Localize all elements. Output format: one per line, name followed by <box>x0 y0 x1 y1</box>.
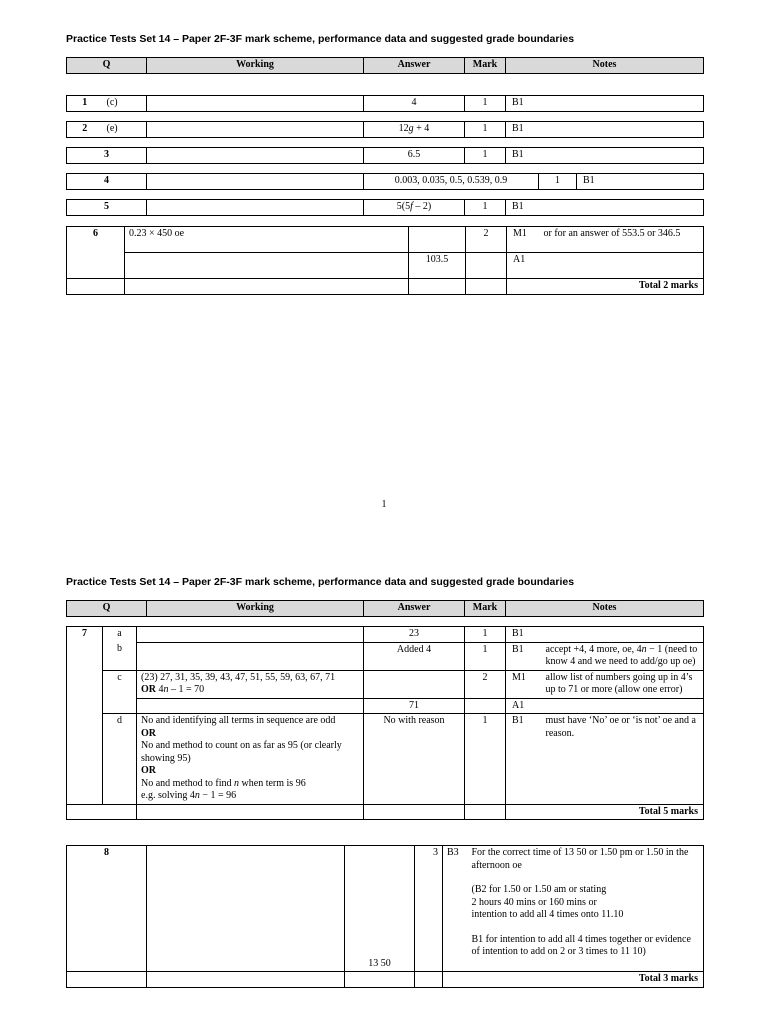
page-title: Practice Tests Set 14 – Paper 2F-3F mark scheme, performance data and suggested grade boundaries <box>66 576 575 588</box>
mark-cell: 1 <box>465 714 506 805</box>
notes-cell: B1 <box>506 200 704 216</box>
question-number: 1 <box>67 96 103 112</box>
notes-cell: B1 <box>506 148 704 164</box>
notes-code: B3 <box>443 846 470 972</box>
mark-cell <box>465 698 506 714</box>
notes-cell <box>470 846 704 972</box>
question-number: 6 <box>67 227 125 279</box>
notes-code: M1 <box>507 227 540 253</box>
answer-cell: 4 <box>364 96 465 112</box>
question-part: (e) <box>103 122 147 138</box>
mark-cell: 1 <box>465 627 506 643</box>
answer-cell: 12g + 4 <box>364 122 465 138</box>
empty-cell <box>67 972 147 988</box>
question-4-table <box>66 173 704 190</box>
table-row <box>67 200 704 216</box>
notes-cell: B1 <box>577 174 704 190</box>
table-row <box>67 174 704 190</box>
working-cell <box>147 174 364 190</box>
header-table <box>66 57 704 74</box>
mark-cell: 1 <box>465 96 506 112</box>
notes-code: B1 <box>506 642 542 670</box>
mark-cell: 1 <box>465 200 506 216</box>
table-row <box>67 227 704 253</box>
question-number: 8 <box>67 846 147 972</box>
question-number: 7 <box>67 627 103 643</box>
q-header: Q <box>67 601 147 617</box>
total-marks: Total 5 marks <box>506 804 704 820</box>
table-row <box>67 670 704 698</box>
question-number: 2 <box>67 122 103 138</box>
mark-header: Mark <box>465 58 506 74</box>
answer-cell: 5(5f – 2) <box>364 200 465 216</box>
question-part: b <box>103 642 137 670</box>
page-title: Practice Tests Set 14 – Paper 2F-3F mark scheme, performance data and suggested grade boundaries <box>66 33 575 45</box>
working-cell <box>147 122 364 138</box>
mark-cell: 1 <box>465 148 506 164</box>
empty-cell <box>415 972 443 988</box>
table-row <box>67 253 704 279</box>
empty-cell <box>67 804 137 820</box>
working-cell <box>125 253 409 279</box>
note-line: 2 hours 40 mins or 160 mins or <box>471 896 597 908</box>
question-2-table <box>66 121 704 138</box>
notes-cell <box>540 253 704 279</box>
working-cell <box>147 148 364 164</box>
notes-code: A1 <box>506 698 542 714</box>
question-6-table <box>66 226 704 295</box>
note-line: intention to add all 4 times onto 11.10 <box>471 909 624 920</box>
answer-header: Answer <box>364 601 465 617</box>
notes-cell: accept +4, 4 more, oe, 4n − 1 (need to know 4 and we need to add/go up oe) <box>542 642 704 670</box>
notes-header: Notes <box>506 601 704 617</box>
notes-cell: allow list of numbers going up in 4’s up to 71 or more (allow one error) <box>542 670 704 698</box>
notes-header: Notes <box>506 58 704 74</box>
notes-cell <box>542 627 704 643</box>
or-label: OR <box>141 765 156 776</box>
answer-cell <box>364 670 465 698</box>
notes-code: B1 <box>506 714 542 805</box>
empty-cell <box>67 714 103 805</box>
mark-cell: 1 <box>465 642 506 670</box>
question-part: d <box>103 714 137 805</box>
mark-cell <box>466 253 507 279</box>
question-8-table <box>66 845 704 988</box>
empty-cell <box>67 642 103 670</box>
empty-cell <box>364 804 465 820</box>
question-part: (c) <box>103 96 147 112</box>
answer-cell: 71 <box>364 698 465 714</box>
empty-cell <box>67 670 103 698</box>
note-line: B1 for intention to add all 4 times together or evidence of intention to add on 2 or 3 times to 11 10) <box>471 933 691 957</box>
q-header: Q <box>67 58 147 74</box>
answer-cell: 103.5 <box>409 253 466 279</box>
empty-cell <box>67 698 103 714</box>
working-line: No and method to find n when term is 96 <box>141 777 306 789</box>
working-line: e.g. solving 4n − 1 = 96 <box>141 790 237 801</box>
or-label: OR <box>141 684 156 695</box>
answer-cell <box>409 227 466 253</box>
question-number: 3 <box>67 148 147 164</box>
answer-cell: 13 50 <box>345 846 415 972</box>
question-1-table <box>66 95 704 112</box>
working-line: (23) 27, 31, 35, 39, 43, 47, 51, 55, 59, 63, 67, 71 <box>141 671 336 683</box>
empty-cell <box>125 279 409 295</box>
working-cell <box>137 642 364 670</box>
table-row <box>67 846 704 972</box>
note-line: For the correct time of 13 50 or 1.50 pm or 1.50 in the afternoon oe <box>471 847 689 871</box>
answer-cell: No with reason <box>364 714 465 805</box>
empty-cell <box>345 972 415 988</box>
answer-cell: Added 4 <box>364 642 465 670</box>
empty-cell <box>67 279 125 295</box>
question-number: 5 <box>67 200 147 216</box>
question-3-table <box>66 147 704 164</box>
note-line: (B2 for 1.50 or 1.50 am or stating <box>471 884 607 895</box>
notes-cell: must have ‘No’ oe or ‘is not’ oe and a reason. <box>542 714 704 805</box>
empty-cell <box>147 972 345 988</box>
empty-cell <box>465 804 506 820</box>
notes-code: M1 <box>506 670 542 698</box>
total-row <box>67 804 704 820</box>
mark-cell: 2 <box>465 670 506 698</box>
working-line: No and method to count on as far as 95 (or clearly showing 95) <box>141 740 342 764</box>
working-cell <box>147 846 345 972</box>
total-row <box>67 972 704 988</box>
working-header: Working <box>147 601 364 617</box>
working-cell: (23) 27, 31, 35, 39, 43, 47, 51, 55, 59, 63, 67, 71 OR 4n – 1 = 70 <box>137 670 364 698</box>
table-row <box>67 642 704 670</box>
page-number: 1 <box>381 499 387 510</box>
question-part: a <box>103 627 137 643</box>
working-cell <box>137 714 364 805</box>
or-label: OR <box>141 727 156 739</box>
working-cell <box>147 96 364 112</box>
notes-cell: or for an answer of 553.5 or 346.5 <box>540 227 704 253</box>
working-cell <box>137 627 364 643</box>
empty-cell <box>409 279 466 295</box>
mark-cell: 1 <box>539 174 577 190</box>
table-row <box>67 96 704 112</box>
table-row <box>67 627 704 643</box>
working-cell <box>137 698 364 714</box>
header-row <box>67 601 704 617</box>
working-cell: 0.23 × 450 oe <box>125 227 409 253</box>
table-row <box>67 148 704 164</box>
notes-cell <box>542 698 704 714</box>
mark-header: Mark <box>465 601 506 617</box>
notes-cell: B1 <box>506 96 704 112</box>
total-marks: Total 3 marks <box>443 972 704 988</box>
empty-cell <box>137 804 364 820</box>
working-cell <box>147 200 364 216</box>
table-row <box>67 698 704 714</box>
mark-cell: 1 <box>465 122 506 138</box>
question-number: 4 <box>67 174 147 190</box>
header-table <box>66 600 704 617</box>
answer-header: Answer <box>364 58 465 74</box>
answer-cell: 0.003, 0.035, 0.5, 0.539, 0.9 <box>364 174 539 190</box>
total-row <box>67 279 704 295</box>
answer-cell: 23 <box>364 627 465 643</box>
answer-cell: 6.5 <box>364 148 465 164</box>
total-marks: Total 2 marks <box>507 279 704 295</box>
table-row <box>67 122 704 138</box>
mark-cell: 3 <box>415 846 443 972</box>
mark-cell: 2 <box>466 227 507 253</box>
notes-code: B1 <box>506 627 542 643</box>
header-row <box>67 58 704 74</box>
question-5-table <box>66 199 704 216</box>
notes-code: A1 <box>507 253 540 279</box>
table-row <box>67 714 704 805</box>
empty-cell <box>466 279 507 295</box>
question-part: c <box>103 670 137 714</box>
notes-cell: B1 <box>506 122 704 138</box>
question-7-table <box>66 626 704 820</box>
working-header: Working <box>147 58 364 74</box>
working-line: No and identifying all terms in sequence are odd <box>141 715 336 726</box>
